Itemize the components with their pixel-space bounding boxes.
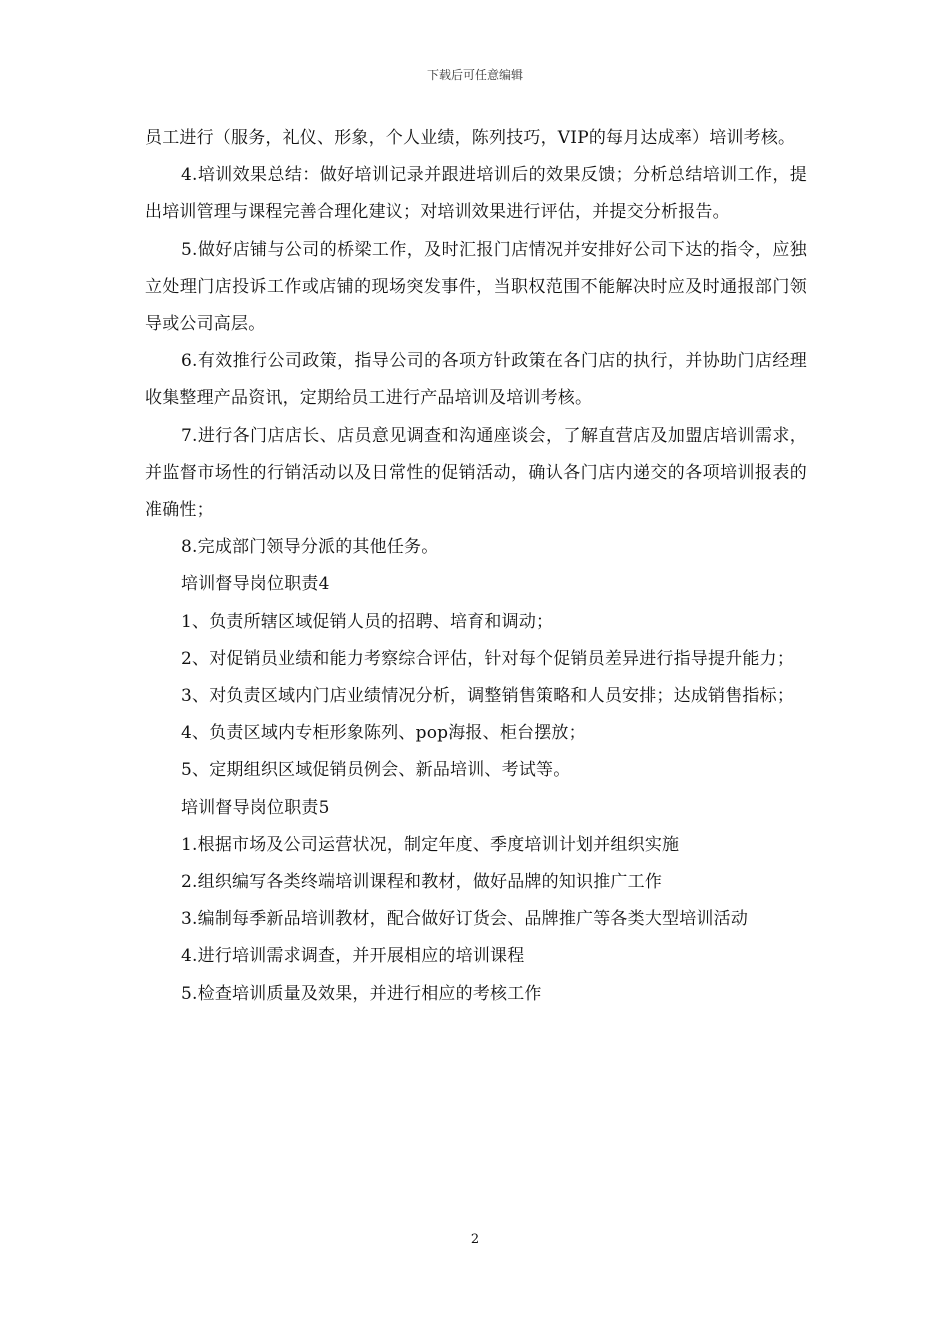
paragraph-s4-item-2: 2、对促销员业绩和能力考察综合评估，针对每个促销员差异进行指导提升能力； (181, 648, 795, 669)
paragraph-s5-item-5: 5.检查培训质量及效果，并进行相应的考核工作 (181, 983, 542, 1004)
section-heading-5: 培训督导岗位职责5 (181, 797, 330, 818)
paragraph-s5-item-3: 3.编制每季新品培训教材，配合做好订货会、品牌推广等各类大型培训活动 (181, 909, 749, 930)
paragraph-item-5: 5.做好店铺与公司的桥梁工作，及时汇报门店情况并安排好公司下达的指令，应独立处理门店投诉工作或店铺的现场突发事件，当职权范围不能解决时应及时通报部门领导或公司高层。 (145, 239, 807, 335)
paragraph-item-6: 6.有效推行公司政策，指导公司的各项方针政策在各门店的执行，并协助门店经理收集整理产品资讯，定期给员工进行产品培训及培训考核。 (145, 351, 807, 409)
paragraph-s4-item-1: 1、负责所辖区域促销人员的招聘、培育和调动； (181, 611, 554, 632)
paragraph-s4-item-4: 4、负责区域内专柜形象陈列、pop海报、柜台摆放； (181, 723, 586, 744)
paragraph-s5-item-2: 2.组织编写各类终端培训课程和教材，做好品牌的知识推广工作 (181, 872, 663, 893)
paragraph-item-8: 8.完成部门领导分派的其他任务。 (181, 537, 439, 558)
paragraph-continued: 员工进行（服务，礼仪、形象，个人业绩，陈列技巧，VIP的每月达成率）培训考核。 (145, 128, 796, 148)
paragraph-item-7: 7.进行各门店店长、店员意见调查和沟通座谈会，了解直营店及加盟店培训需求，并监督市场性的行销活动以及日常性的促销活动，确认各门店内递交的各项培训报表的准确性； (145, 425, 807, 521)
section-heading-4: 培训督导岗位职责4 (181, 574, 330, 595)
page-header: 下载后可任意编辑 (426, 68, 523, 82)
paragraph-s4-item-3: 3、对负责区域内门店业绩情况分析，调整销售策略和人员安排；达成销售指标； (181, 686, 795, 707)
paragraph-item-4: 4.培训效果总结：做好培训记录并跟进培训后的效果反馈；分析总结培训工作，提出培训管理与课程完善合理化建议；对培训效果进行评估，并提交分析报告。 (145, 165, 807, 223)
page-number: 2 (470, 1232, 480, 1247)
document-body (145, 120, 807, 1013)
paragraph-s5-item-4: 4.进行培训需求调查，并开展相应的培训课程 (181, 946, 525, 967)
paragraph-s4-item-5: 5、定期组织区域促销员例会、新品培训、考试等。 (181, 760, 571, 781)
paragraph-s5-item-1: 1.根据市场及公司运营状况，制定年度、季度培训计划并组织实施 (181, 834, 680, 855)
